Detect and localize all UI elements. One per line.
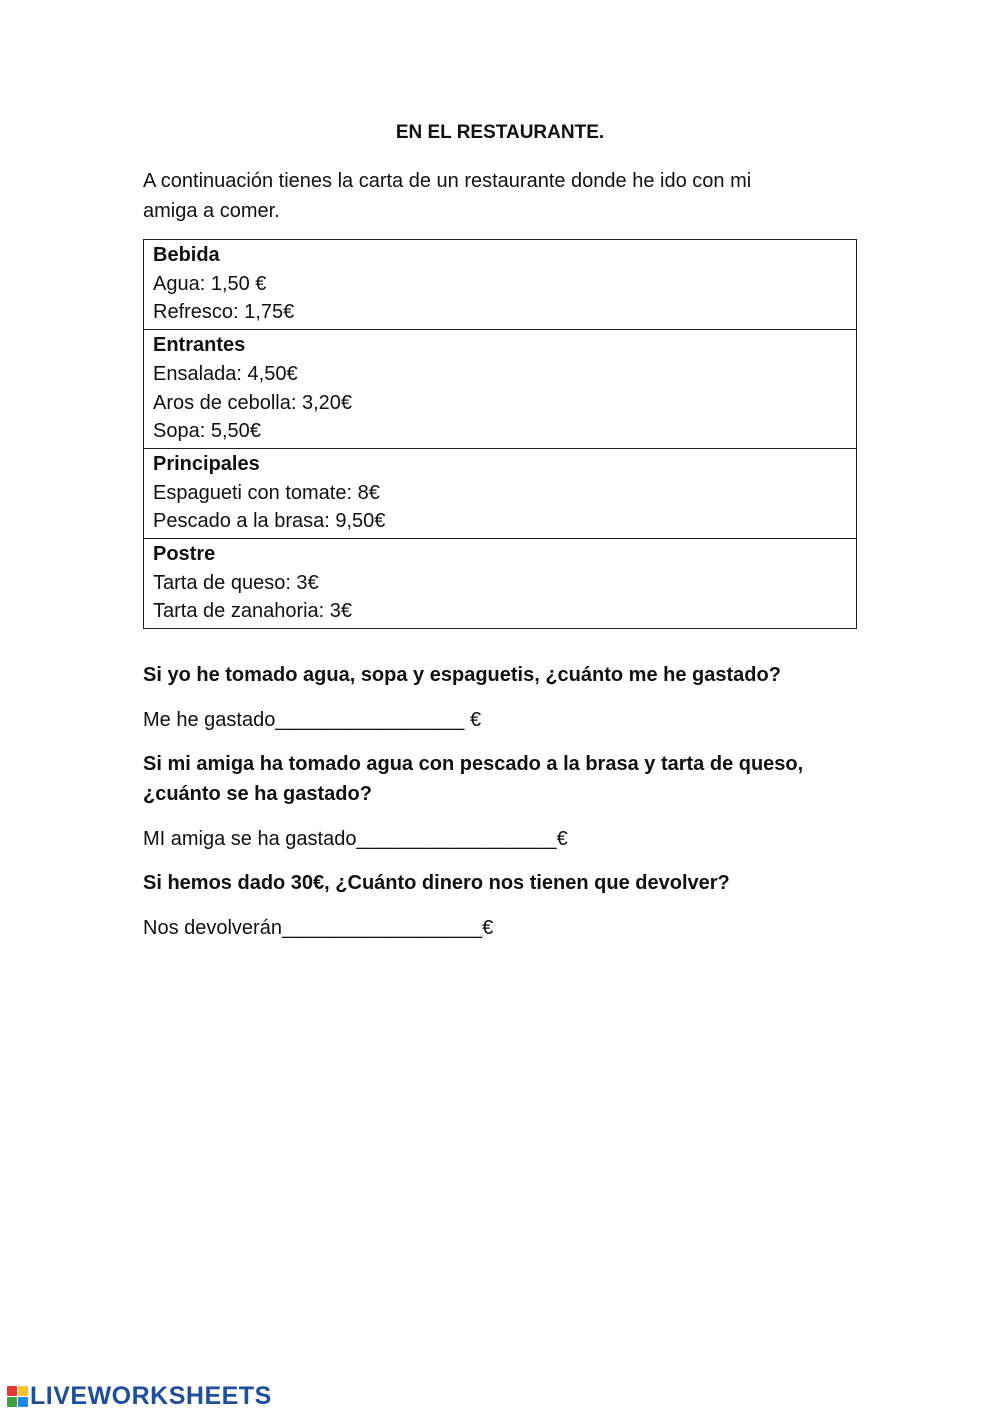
question-2-line-1: Si mi amiga ha tomado agua con pescado a la brasa y tarta de queso,: [143, 753, 804, 775]
menu-section-principales: [144, 449, 856, 539]
liveworksheets-logo: [7, 1380, 272, 1412]
menu-item: Ensalada: 4,50€: [153, 362, 298, 385]
section-name: Postre: [153, 543, 216, 566]
section-name: Bebida: [153, 244, 220, 266]
logo-blocks-icon: [7, 1386, 28, 1407]
menu-item: Agua: 1,50 €: [153, 272, 267, 295]
menu-item: Aros de cebolla: 3,20€: [153, 391, 353, 414]
menu-item: Tarta de queso: 3€: [153, 571, 319, 594]
logo-text: LIVEWORKSHEETS: [30, 1381, 272, 1410]
menu-item: Refresco: 1,75€: [153, 301, 295, 324]
menu-table: [143, 239, 857, 629]
menu-section-bebida: [144, 240, 856, 330]
answer-1-blank[interactable]: Me he gastado_________________ €: [143, 709, 482, 731]
section-name: Entrantes: [153, 334, 246, 357]
question-3: Si hemos dado 30€, ¿Cuánto dinero nos tienen que devolver?: [143, 872, 730, 894]
menu-item: Espagueti con tomate: 8€: [153, 481, 380, 504]
menu-section-entrantes: [144, 330, 856, 449]
intro-paragraph: [143, 166, 843, 226]
menu-item: Tarta de zanahoria: 3€: [153, 600, 353, 623]
question-1: Si yo he tomado agua, sopa y espaguetis, ¿cuánto me he gastado?: [143, 664, 781, 686]
page-title: EN EL RESTAURANTE.: [395, 122, 605, 143]
answer-3-blank[interactable]: Nos devolverán__________________€: [143, 917, 494, 939]
menu-item: Sopa: 5,50€: [153, 420, 261, 443]
intro-line-1: A continuación tienes la carta de un restaurante donde he ido con mi: [143, 170, 752, 192]
section-name: Principales: [153, 452, 260, 475]
menu-section-postre: [144, 539, 856, 628]
intro-line-2: amiga a comer.: [143, 200, 280, 222]
answer-2-blank[interactable]: MI amiga se ha gastado__________________€: [143, 828, 568, 850]
question-2: [143, 749, 843, 809]
question-2-line-2: ¿cuánto se ha gastado?: [143, 783, 372, 805]
menu-item: Pescado a la brasa: 9,50€: [153, 510, 386, 533]
